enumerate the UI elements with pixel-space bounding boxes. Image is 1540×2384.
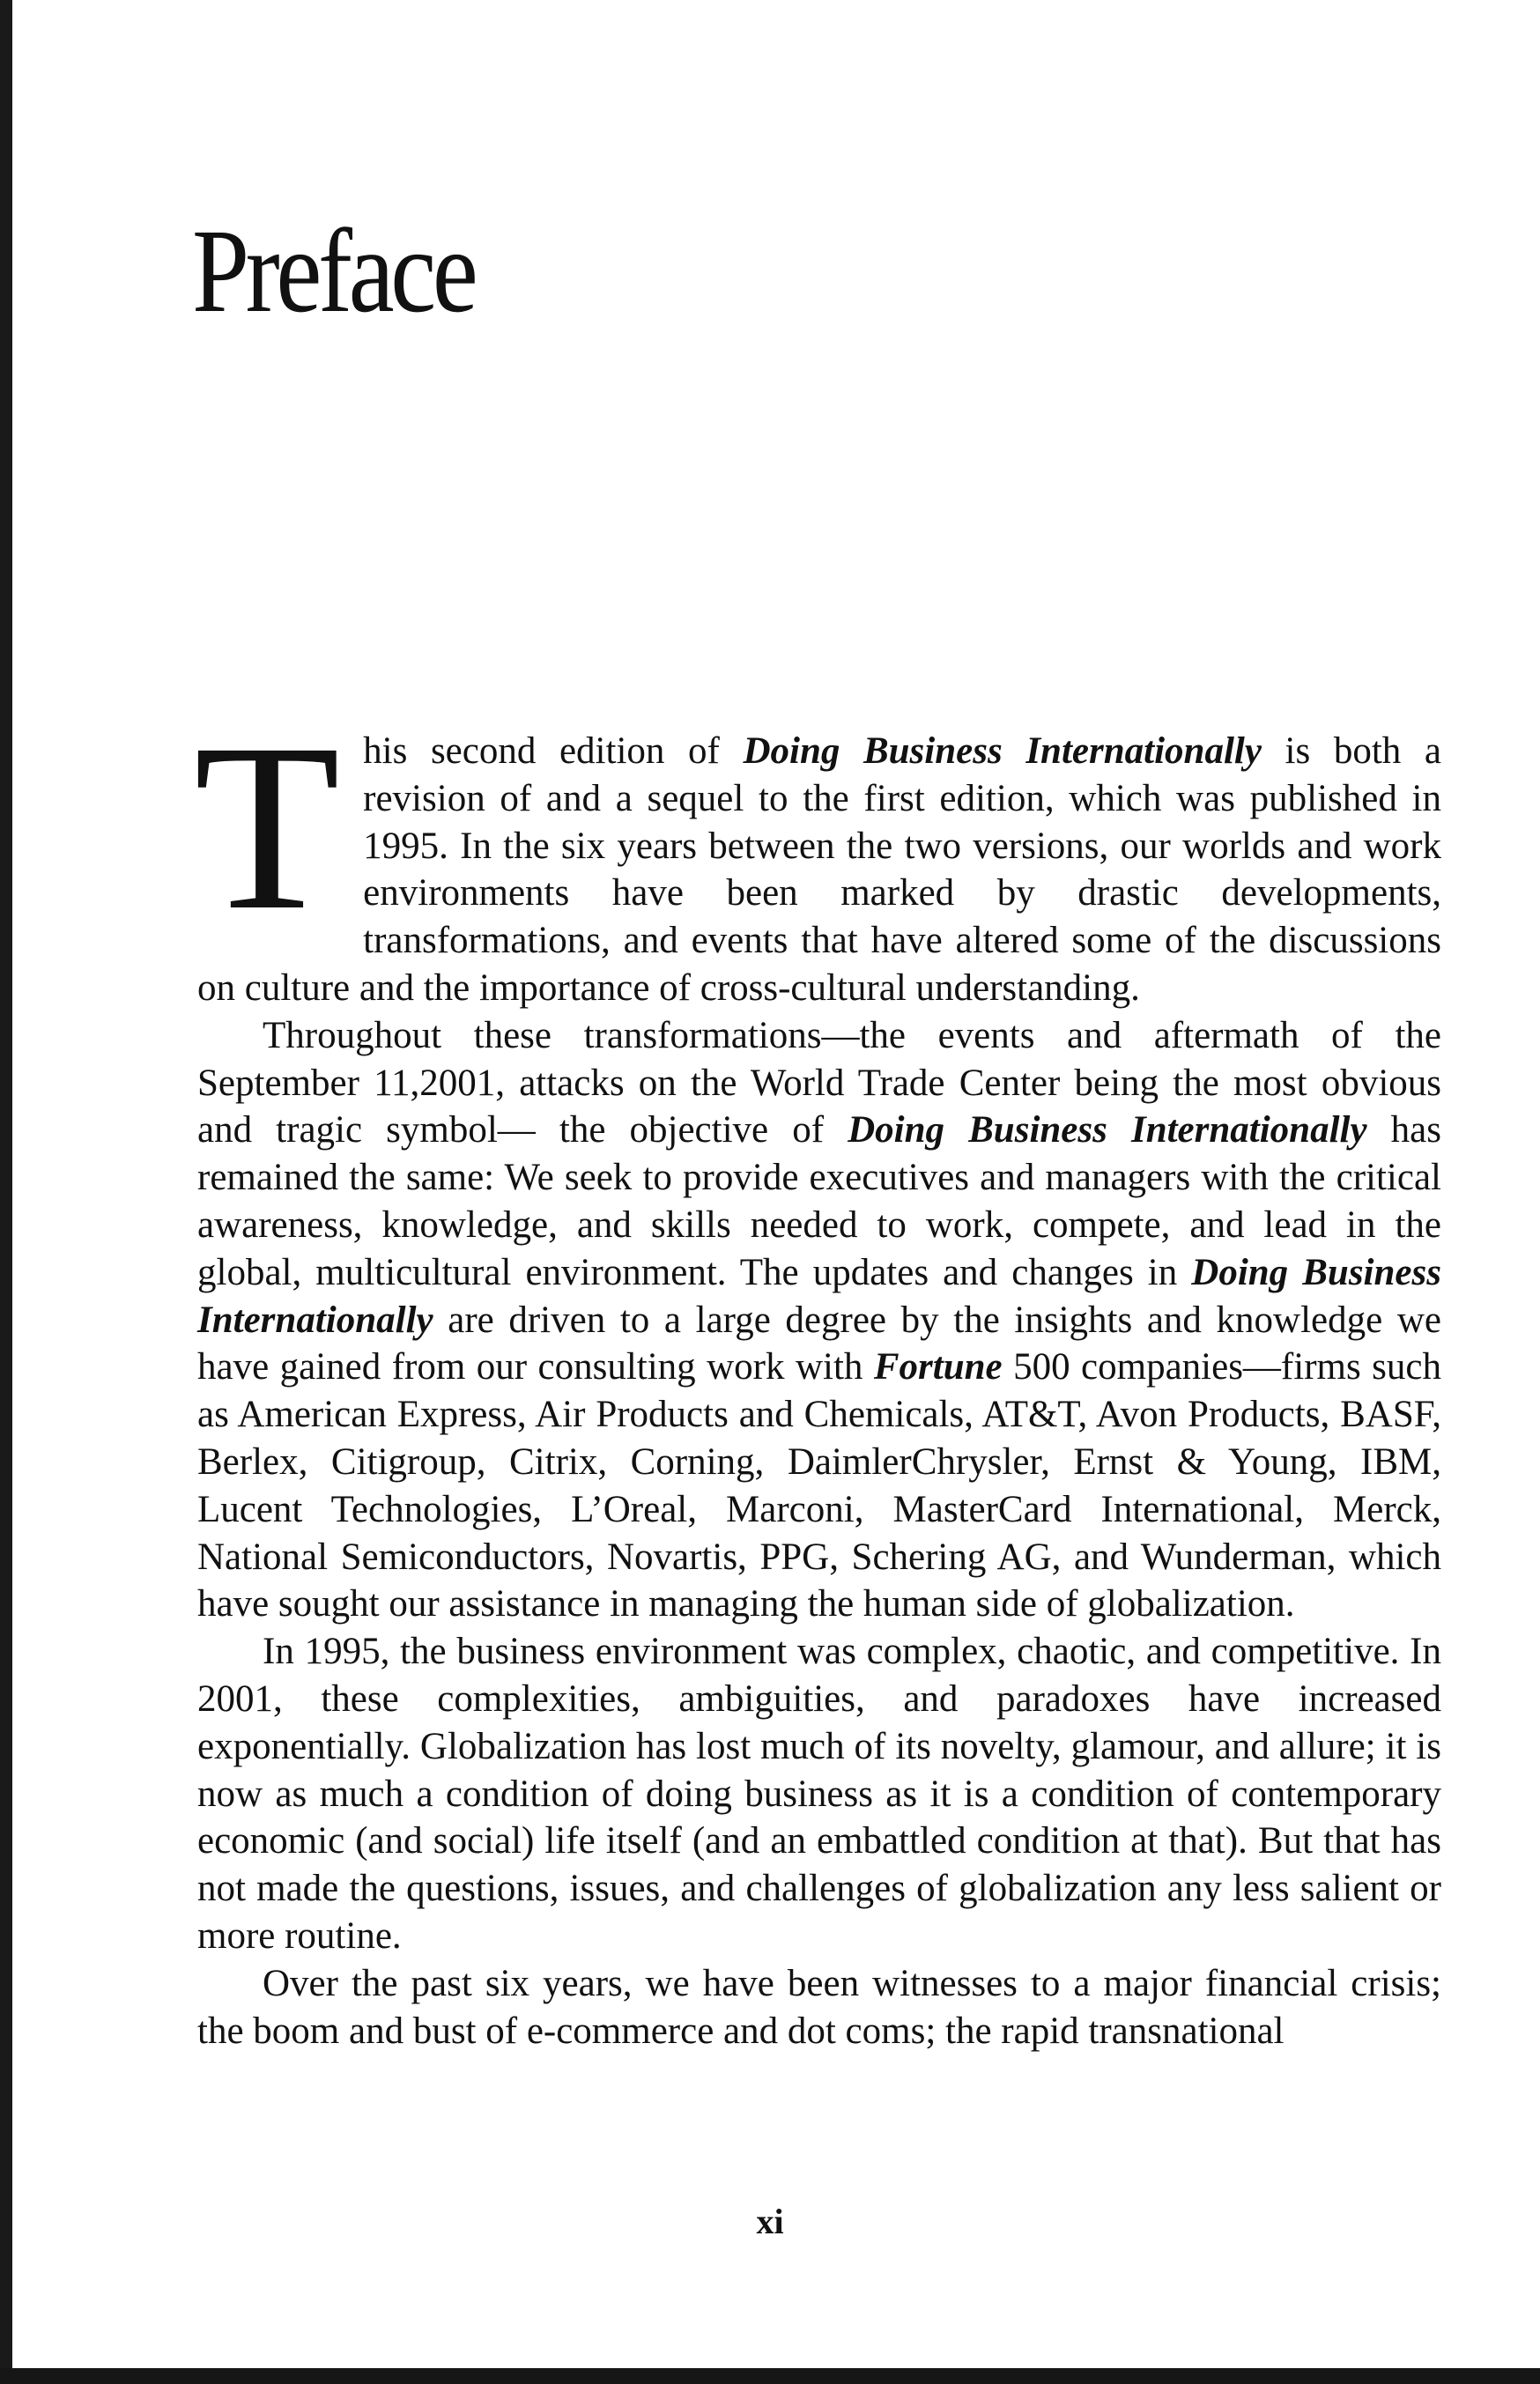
book-title-italic: Doing Business Internationally [848, 1109, 1367, 1151]
bottom-page-edge [0, 2368, 1540, 2384]
text-run: Over the past six years, we have been witnesses to a major financial crisis; the boom and bust of e-commerce and dot coms; the rapid transnational [197, 1962, 1441, 2052]
book-title-italic: Doing Business Internationally [197, 1251, 1441, 1341]
page-number: xi [756, 2202, 784, 2241]
paragraph-1 [194, 694, 1441, 1012]
drop-cap: T [194, 694, 341, 959]
book-spine-edge [0, 0, 12, 2384]
paragraph-2 [197, 1012, 1441, 1628]
body-text [194, 694, 1441, 2055]
page-title: Preface [192, 205, 475, 337]
paragraph-3 [197, 1628, 1441, 1960]
text-run: Throughout these transformations—the events and aftermath of the September 11,2001, attacks on the World Trade Center being the most obvious and tragic symbol— the objective of [197, 1014, 1441, 1151]
text-run: is both a revision of and a sequel to the first edition, which was published in 1995. In the six years between the two versions, our worlds and work environments have been marked by drastic developments, transformations, and events that have altered some of the discussions on culture and the importance of cross-cultural understanding. [197, 730, 1441, 1009]
text-run: are driven to a large degree by the insights and knowledge we have gained from our consulting work with [197, 1299, 1441, 1388]
paragraph-4 [197, 1960, 1441, 2055]
text-run: his second edition of [363, 730, 744, 772]
text-run: has remained the same: We seek to provide executives and managers with the critical awareness, knowledge, and skills needed to work, compete, and lead in the global, multicultural environment. The updates and changes in [197, 1109, 1441, 1293]
book-title-italic: Doing Business Internationally [743, 730, 1262, 772]
magazine-title-italic: Fortune [873, 1346, 1003, 1388]
text-run: In 1995, the business environment was complex, chaotic, and competitive. In 2001, these complexities, ambiguities, and paradoxes have increased exponentially. Globalization has lost much of its novelty, glamour, and allure; it is now as much a condition of doing business as it is a condition of contemporary economic (and social) life itself (and an embattled condition at that). But that has not made the questions, issues, and challenges of globalization any less salient or more routine. [197, 1631, 1441, 1957]
text-run: 500 companies—firms such as American Express, Air Products and Chemicals, AT&T, Avon Products, BASF, Berlex, Citigroup, Citrix, Corning, DaimlerChrysler, Ernst & Young, IBM, Lucent Technologies, L’Oreal, Marconi, MasterCard International, Merck, National Semiconductors, Novartis, PPG, Schering AG, and Wunderman, which have sought our assistance in managing the human side of globalization. [197, 1346, 1441, 1625]
